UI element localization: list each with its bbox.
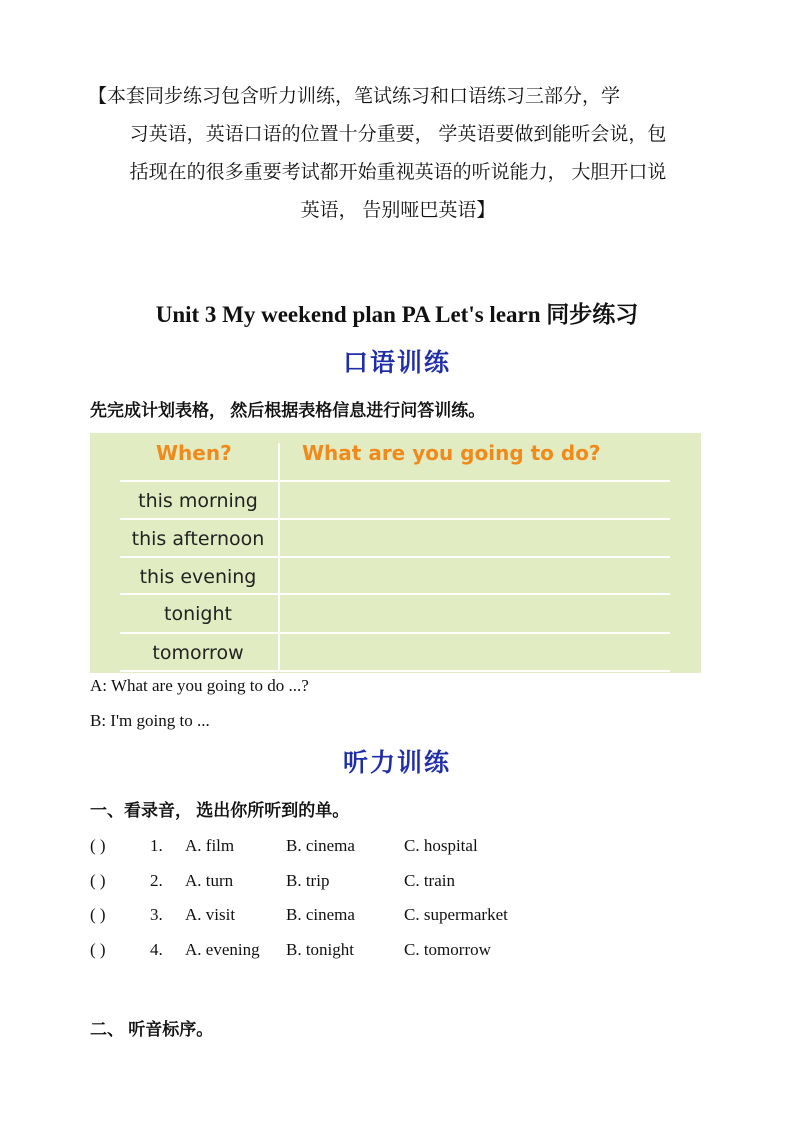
listening-heading: 听力训练 <box>342 750 451 777</box>
option-c: C. hospital <box>404 836 478 855</box>
table-column-divider <box>278 443 280 671</box>
option-b: B. cinema <box>286 905 355 924</box>
option-c: C. supermarket <box>404 905 508 924</box>
table-divider <box>120 556 670 558</box>
table-row-when: tonight <box>164 603 232 625</box>
intro-line-4: 英语， 告别哑巴英语】 <box>300 200 496 221</box>
table-divider <box>120 518 670 520</box>
question-number: 2. <box>150 871 163 890</box>
dialog-line-b: B: I'm going to ... <box>90 711 210 730</box>
question-number: 4. <box>150 940 163 959</box>
option-c: C. train <box>404 871 455 890</box>
question-row <box>90 940 690 964</box>
option-c: C. tomorrow <box>404 940 491 959</box>
listening-part-2: 二、 听音标序。 <box>90 1020 214 1039</box>
question-number: 1. <box>150 836 163 855</box>
plan-table <box>90 433 701 673</box>
table-header-activity: What are you going to do? <box>302 441 601 465</box>
intro-line-2: 习英语，英语口语的位置十分重要， 学英语要做到能听会说，包 <box>129 124 667 145</box>
dialog-line-a: A: What are you going to do ...? <box>90 676 309 695</box>
answer-blank[interactable]: ( ) <box>90 940 106 959</box>
option-a: A. visit <box>185 905 236 924</box>
speaking-instruction: 先完成计划表格， 然后根据表格信息进行问答训练。 <box>90 401 486 420</box>
intro-line-1: 【本套同步练习包含听力训练，笔试练习和口语练习三部分，学 <box>88 86 621 107</box>
answer-blank[interactable]: ( ) <box>90 871 106 890</box>
table-row-when: this afternoon <box>131 528 265 550</box>
option-a: A. film <box>185 836 235 855</box>
table-row-when: this evening <box>139 566 257 588</box>
answer-blank[interactable]: ( ) <box>90 836 106 855</box>
option-b: B. tonight <box>286 940 355 959</box>
option-a: A. turn <box>185 871 234 890</box>
question-row <box>90 871 690 895</box>
question-row <box>90 836 690 860</box>
table-divider <box>120 632 670 634</box>
table-divider <box>120 593 670 595</box>
speaking-heading: 口语训练 <box>342 350 451 377</box>
table-divider <box>120 670 670 672</box>
option-b: B. trip <box>286 871 330 890</box>
table-header-when: When? <box>156 441 232 465</box>
option-a: A. evening <box>185 940 260 959</box>
page-title: Unit 3 My weekend plan PA Let's learn 同步练习 <box>155 302 639 327</box>
listening-part-1: 一、看录音， 选出你所听到的单。 <box>90 801 350 820</box>
table-divider <box>120 480 670 482</box>
intro-paragraph <box>88 78 708 230</box>
intro-line-3: 括现在的很多重要考试都开始重视英语的听说能力， 大胆开口说 <box>129 162 667 183</box>
answer-blank[interactable]: ( ) <box>90 905 106 924</box>
table-row-when: this morning <box>138 490 258 512</box>
question-number: 3. <box>150 905 163 924</box>
option-b: B. cinema <box>286 836 355 855</box>
table-row-when: tomorrow <box>152 642 244 664</box>
question-row <box>90 905 690 929</box>
